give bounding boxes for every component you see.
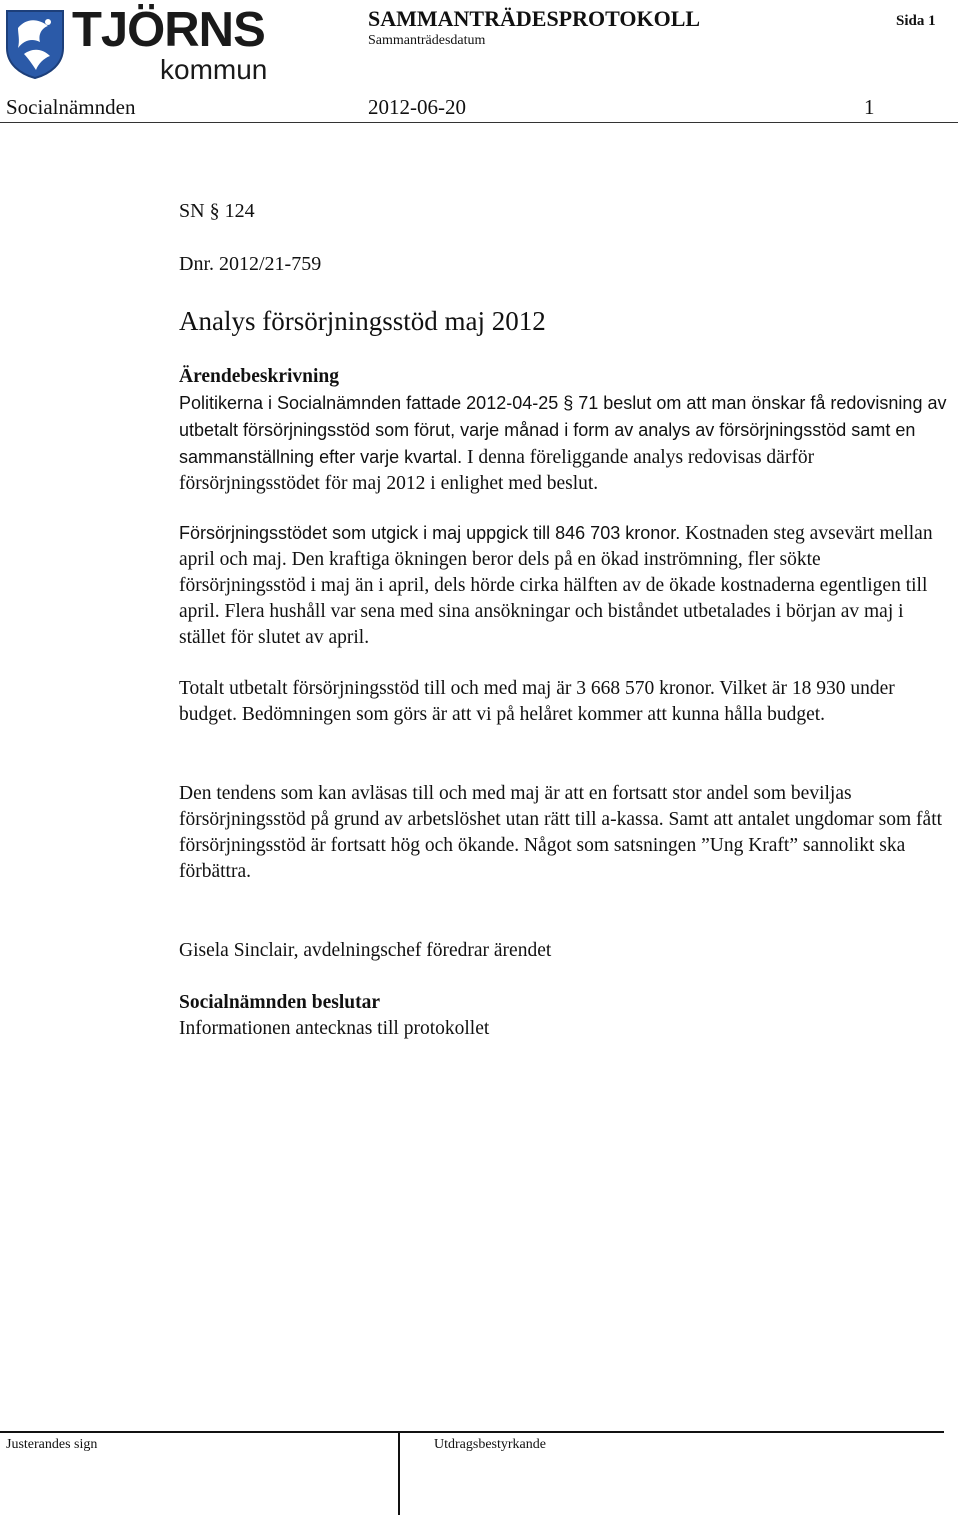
description-section: [179, 364, 949, 497]
signature-field-label: Justerandes sign: [6, 1437, 98, 1452]
certification-field-label: Utdragsbestyrkande: [434, 1437, 546, 1452]
document-title: SAMMANTRÄDESPROTOKOLL: [368, 6, 701, 31]
signature-footer: [0, 1430, 960, 1516]
decision-heading: Socialnämnden beslutar: [179, 992, 380, 1013]
cost-paragraph: [179, 520, 949, 651]
page-header: [0, 0, 960, 124]
cost-text-a: Försörjningsstödet som utgick i maj uppgick till 846 703 kronor.: [179, 523, 681, 543]
footer-divider: [0, 1431, 944, 1433]
description-text-a: Politikerna i Socialnämnden fattade 2012-04-25 § 71 beslut om att man önskar få redovisning av utbetalt försörjningsstöd som förut, varje månad i form av analys av försörjningsstöd samt en sammanställning efter varje kvartal.: [179, 393, 947, 467]
decision-section: [179, 990, 949, 1042]
budget-paragraph: [179, 676, 949, 728]
presenter-line: [179, 938, 949, 964]
decision-text: Informationen antecknas till protokollet: [179, 1018, 490, 1039]
page-number: Sida 1: [896, 13, 936, 29]
budget-text: Totalt utbetalt försörjningsstöd till och med maj är 3 668 570 kronor. Vilket är 18 930 under budget. Bedömningen som görs är att vi på helåret kommer att kunna hålla budget.: [179, 678, 895, 725]
cost-text-b: Kostnaden steg avsevärt mellan april och maj.: [179, 523, 933, 570]
trend-paragraph: [179, 781, 949, 885]
cost-text: [179, 520, 949, 651]
logo-subtitle: kommun: [160, 54, 268, 85]
tjorns-kommun-logo: [4, 3, 268, 85]
presenter-text: Gisela Sinclair, avdelningschef föredrar ärendet: [179, 940, 552, 961]
logo-wordmark: TJÖRNS: [72, 3, 265, 57]
case-reference: Dnr. 2012/21-759: [179, 253, 322, 275]
organization-name: Socialnämnden: [6, 95, 136, 119]
description-heading: Ärendebeskrivning: [179, 366, 339, 387]
case-title: Analys försörjningsstöd maj 2012: [179, 306, 546, 336]
cost-text-c: Den kraftiga ökningen beror dels på en ökad inströmning, fler sökte försörjningsstöd i maj än i april, dels hörde cirka hälften av de ökade kostnaderna egentligen till april. Flera hushåll var sena med sina ansökningar och biståndet utbetalades i början av maj i stället för slutet av april.: [179, 549, 928, 648]
document-subtitle: Sammanträdesdatum: [368, 33, 486, 48]
description-text-b: I denna föreliggande analys redovisas därför försörjningsstödet för maj 2012 i enlighet med beslut.: [179, 447, 815, 494]
meeting-date: 2012-06-20: [368, 95, 466, 119]
trend-text: Den tendens som kan avläsas till och med maj är att en fortsatt stor andel som beviljas försörjningsstöd på grund av arbetslöshet utan rätt till a-kassa. Samt att antalet ungdomar som fått försörjningsstöd är fortsatt hög och ökande. Något som satsningen ”Ung Kraft” sannolikt ska förbättra.: [179, 783, 943, 882]
header-divider: [0, 122, 958, 123]
coat-of-arms-icon: [4, 8, 66, 80]
footer-column-divider: [398, 1433, 400, 1515]
case-section-number: SN § 124: [179, 200, 255, 222]
page-index: 1: [864, 95, 875, 119]
description-paragraph: [179, 390, 949, 497]
